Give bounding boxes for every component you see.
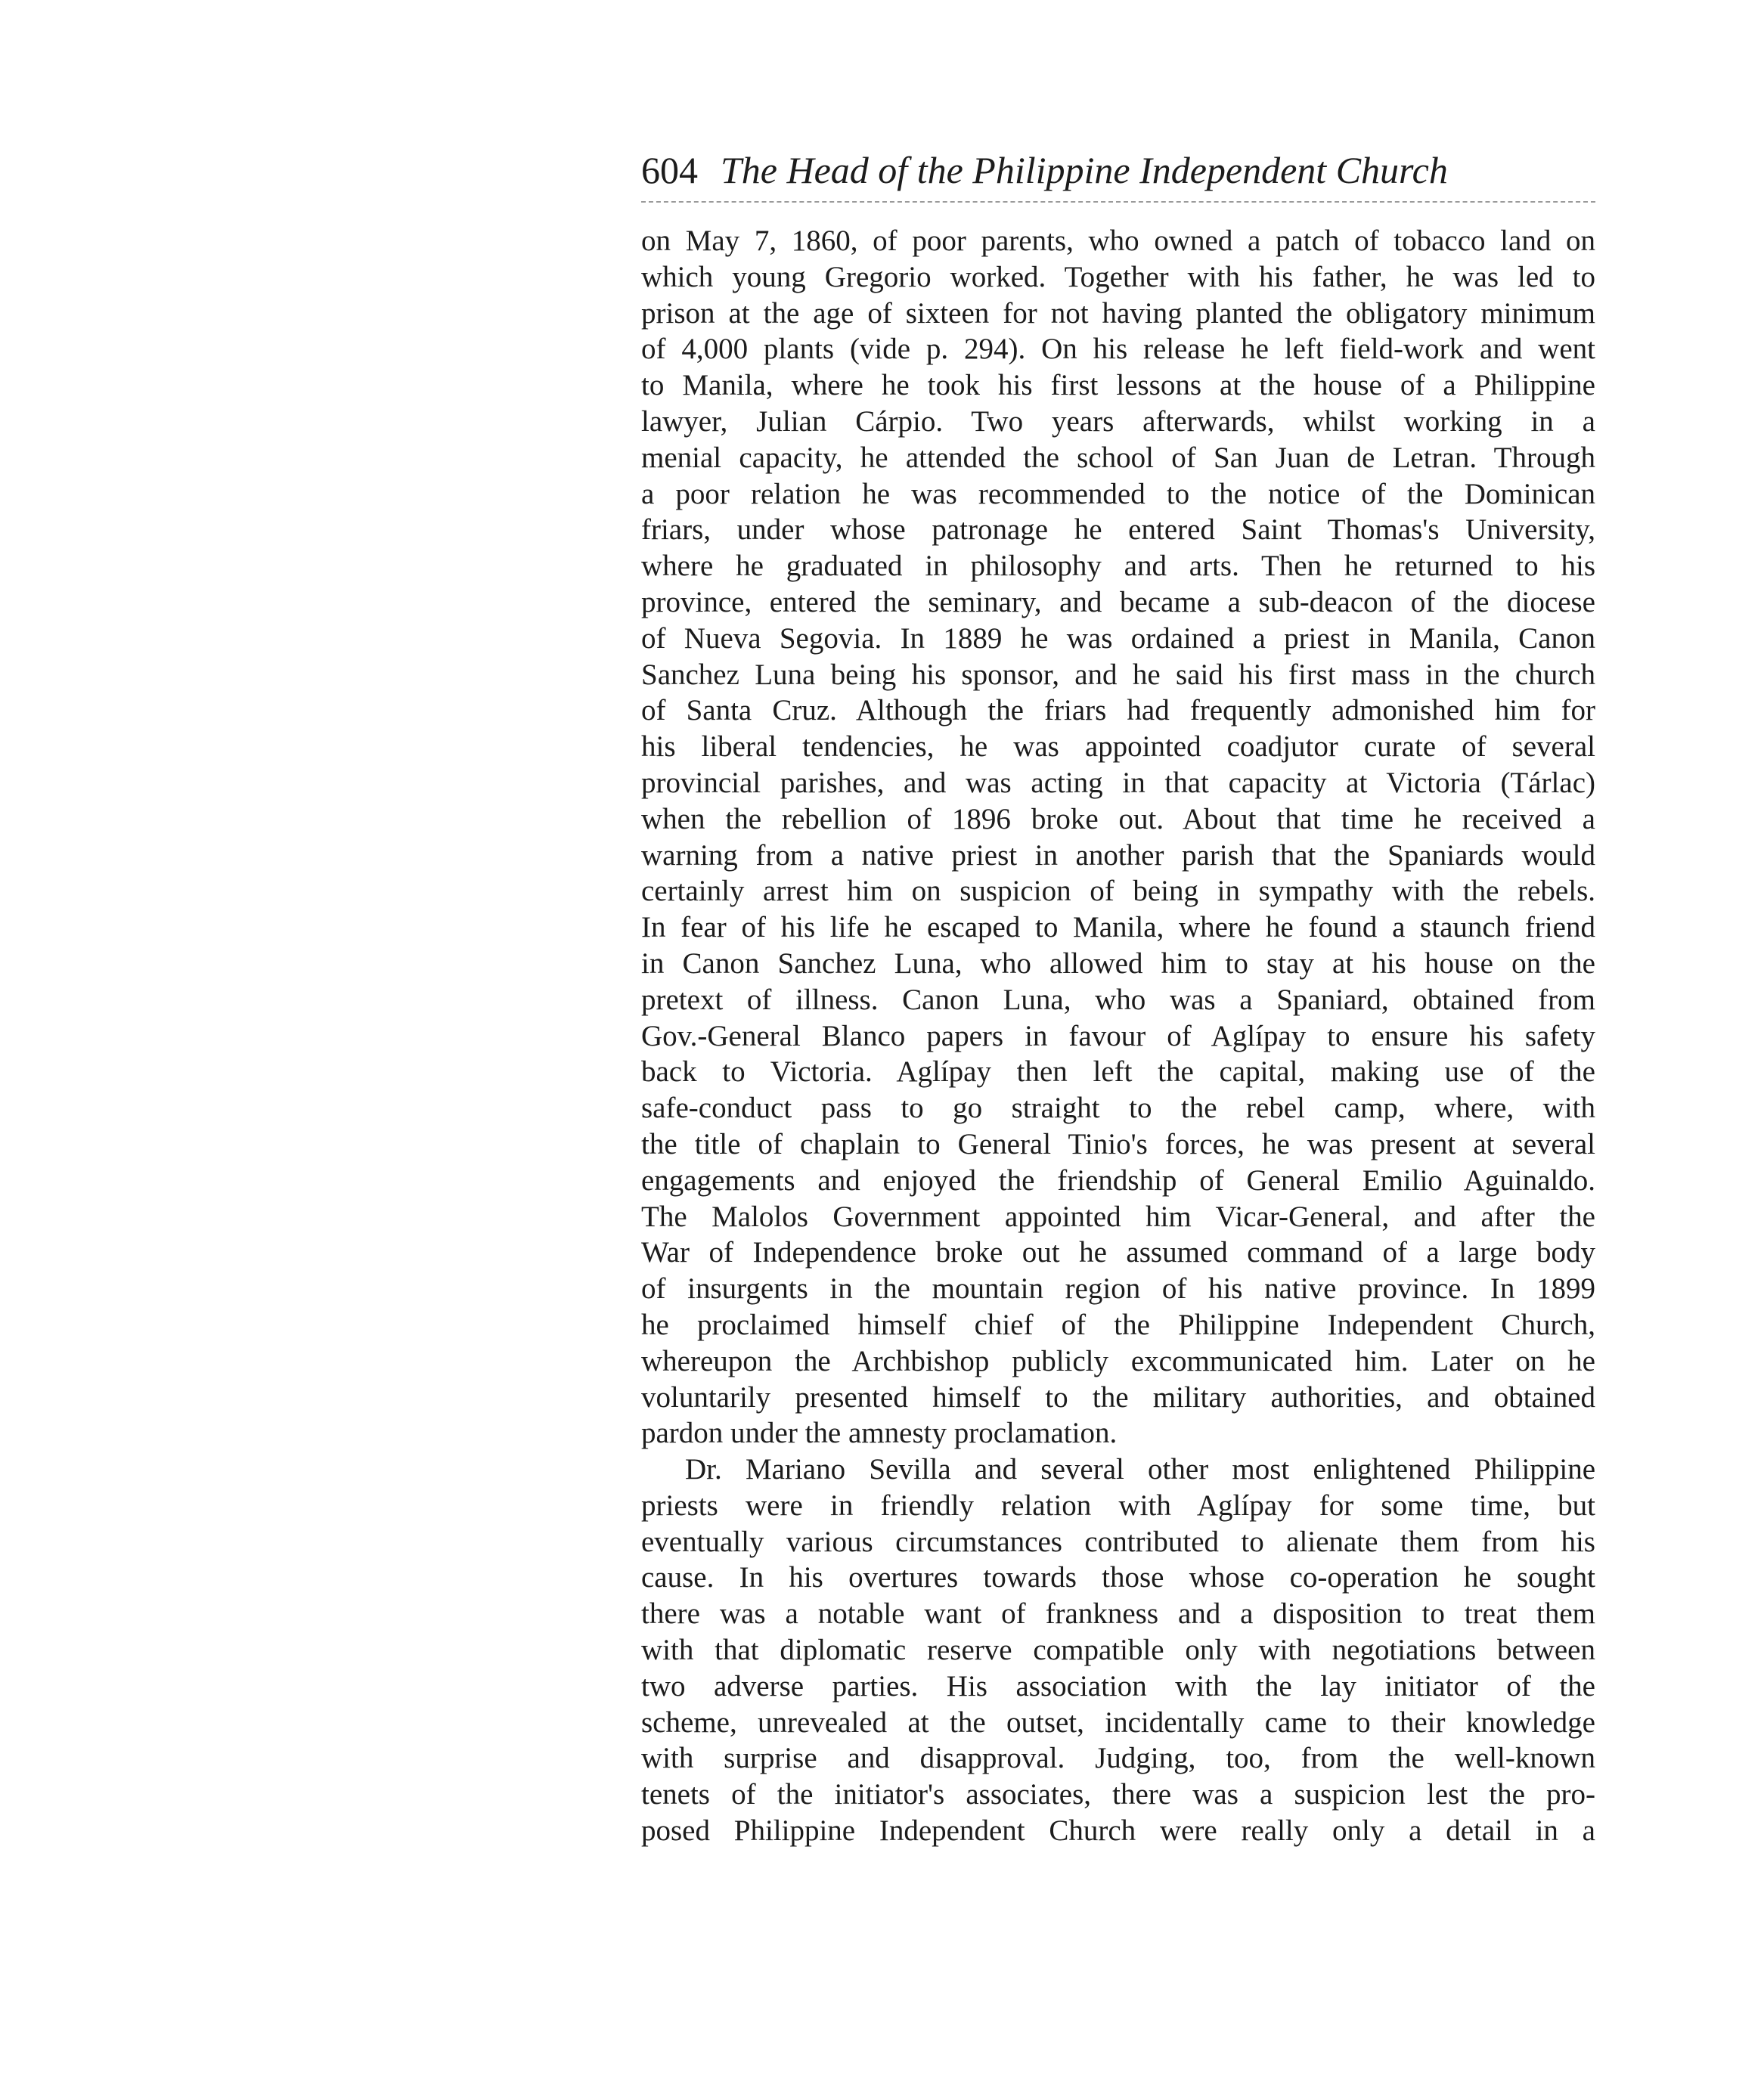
text-line: priests were in friendly relation with Aglípay for some time, but [641,1489,1595,1522]
text-line: prison at the age of sixteen for not having planted the obligatory minimum [641,296,1595,330]
text-line: his liberal tendencies, he was appointed coadjutor curate of several [641,730,1595,764]
text-line: menial capacity, he attended the school of San Juan de Letran. Through [641,441,1595,474]
running-title: The Head of the Philippine Independent Church [721,149,1448,191]
text-line: of Santa Cruz. Although the friars had frequently admonished him for [641,694,1595,727]
text-line: of 4,000 plants (vide p. 294). On his release he left field-work and went [641,333,1595,366]
text-line: cause. In his overtures towards those whose co-operation he sought [641,1561,1595,1594]
text-line: engagements and enjoyed the friendship of General Emilio Aguinaldo. [641,1163,1595,1197]
paragraph [641,223,1595,1452]
page-header [641,144,1594,197]
header-rule [641,201,1595,203]
text-line: he proclaimed himself chief of the Philippine Independent Church, [641,1308,1595,1341]
text-line: Sanchez Luna being his sponsor, and he said his first mass in the church [641,658,1595,691]
text-line: where he graduated in philosophy and arts. Then he returned to his [641,550,1595,583]
text-line: friars, under whose patronage he entered Saint Thomas's University, [641,513,1595,547]
text-line: when the rebellion of 1896 broke out. About that time he received a [641,802,1595,835]
text-line: the title of chaplain to General Tinio's forces, he was present at several [641,1127,1595,1160]
text-line: pardon under the amnesty proclamation. [641,1417,1118,1450]
text-line: scheme, unrevealed at the outset, incidentally came to their knowledge [641,1706,1595,1739]
text-line: eventually various circumstances contributed to alienate them from his [641,1525,1595,1558]
text-line: in Canon Sanchez Luna, who allowed him to stay at his house on the [641,947,1595,980]
text-line: of insurgents in the mountain region of his native province. In 1899 [641,1272,1595,1306]
text-line: there was a notable want of frankness and a disposition to treat them [641,1597,1595,1631]
paragraph [641,1452,1595,1849]
text-line: back to Victoria. Aglípay then left the capital, making use of the [641,1055,1595,1089]
text-line: voluntarily presented himself to the military authorities, and obtained [641,1380,1595,1414]
text-line: with surprise and disapproval. Judging, too, from the well-known [641,1742,1595,1775]
text-line: certainly arrest him on suspicion of being in sympathy with the rebels. [641,875,1595,908]
text-line: province, entered the seminary, and became a sub-deacon of the diocese [641,585,1595,618]
text-line: whereupon the Archbishop publicly excommunicated him. Later on he [641,1344,1595,1377]
text-line: War of Independence broke out he assumed command of a large body [641,1236,1595,1269]
page-number: 604 [641,149,698,191]
text-line: Dr. Mariano Sevilla and several other most enlightened Philippine [685,1453,1595,1486]
text-line: In fear of his life he escaped to Manila, where he found a staunch friend [641,911,1595,944]
body-text [641,223,1595,1849]
text-line: of Nueva Segovia. In 1889 he was ordained a priest in Manila, Canon [641,621,1595,655]
text-line: pretext of illness. Canon Luna, who was a Spaniard, obtained from [641,983,1595,1016]
text-line: Gov.-General Blanco papers in favour of Aglípay to ensure his safety [641,1019,1595,1052]
text-line: lawyer, Julian Cárpio. Two years afterwards, whilst working in a [641,404,1595,438]
text-line: provincial parishes, and was acting in that capacity at Victoria (Tárlac) [641,766,1595,799]
text-line: a poor relation he was recommended to the notice of the Dominican [641,477,1595,510]
text-line: which young Gregorio worked. Together with his father, he was led to [641,260,1595,293]
text-line: two adverse parties. His association with the lay initiator of the [641,1669,1595,1703]
text-line: on May 7, 1860, of poor parents, who owned a patch of tobacco land on [641,225,1595,257]
text-line: with that diplomatic reserve compatible only with negotiations between [641,1634,1595,1667]
text-line: to Manila, where he took his first lessons at the house of a Philippine [641,369,1595,402]
text-line: The Malolos Government appointed him Vicar-General, and after the [641,1200,1595,1233]
text-line: safe-conduct pass to go straight to the rebel camp, where, with [641,1092,1595,1125]
text-line: warning from a native priest in another parish that the Spaniards would [641,838,1595,872]
text-line: posed Philippine Independent Church were really only a detail in a [641,1814,1595,1848]
text-line: tenets of the initiator's associates, there was a suspicion lest the pro- [641,1778,1595,1811]
